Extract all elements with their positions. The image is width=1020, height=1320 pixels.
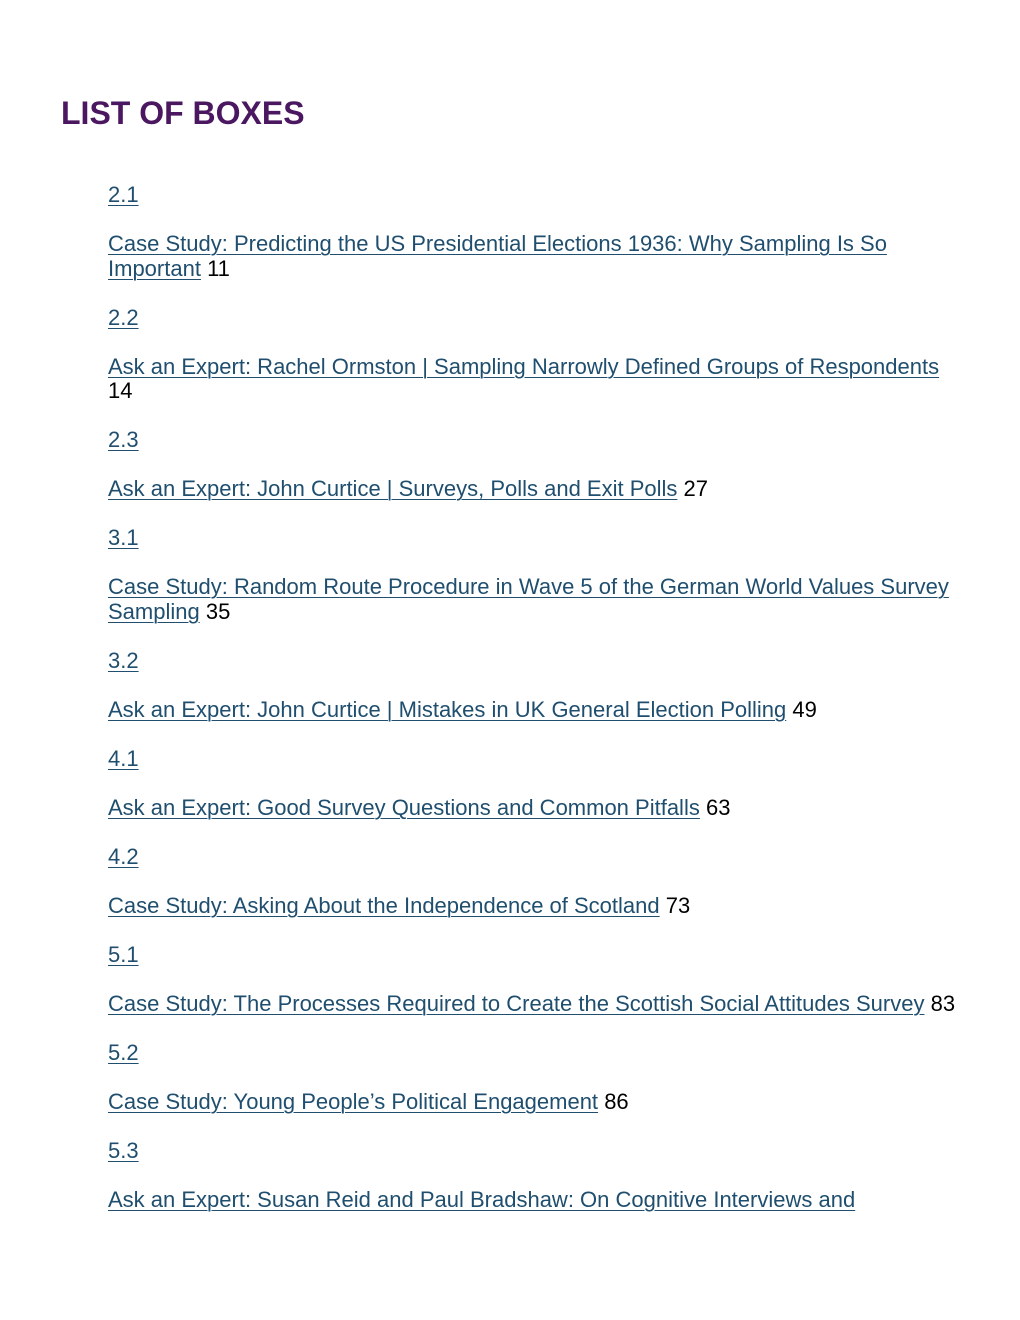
box-number-link[interactable]: 5.3 [108, 1137, 139, 1163]
box-title-link[interactable]: Case Study: The Processes Required to Create the Scottish Social Attitudes Survey [108, 990, 925, 1016]
box-number-link[interactable]: 3.1 [108, 525, 139, 550]
box-number-link[interactable]: 5.2 [108, 1039, 139, 1065]
box-page-number: 14 [108, 378, 133, 403]
list-of-boxes [108, 183, 968, 1237]
box-page-number: 63 [705, 794, 731, 820]
list-item [108, 747, 968, 821]
box-page-number: 83 [930, 990, 956, 1016]
box-title-link[interactable]: Ask an Expert: John Curtice | Surveys, Polls and Exit Polls [108, 476, 678, 501]
box-title-link[interactable]: Case Study: Predicting the US Presidential Elections 1936: Why Sampling Is So Important [108, 231, 887, 281]
box-page-number: 27 [683, 476, 709, 501]
box-page-number: 86 [604, 1088, 629, 1114]
box-title-link[interactable]: Ask an Expert: Rachel Ormston | Sampling Narrowly Defined Groups of Respondents [108, 353, 940, 379]
box-page-number: 11 [207, 255, 230, 281]
box-number-link[interactable]: 5.1 [108, 941, 139, 967]
box-number-link[interactable]: 3.2 [108, 647, 139, 673]
box-title-link[interactable]: Ask an Expert: John Curtice | Mistakes in UK General Election Polling [108, 696, 787, 722]
box-number-link[interactable]: 2.2 [108, 304, 139, 330]
box-number-link[interactable]: 2.3 [108, 427, 139, 452]
list-item [108, 306, 968, 404]
box-number-link[interactable]: 2.1 [108, 182, 139, 207]
box-title-link[interactable]: Ask an Expert: Good Survey Questions and Common Pitfalls [108, 794, 700, 820]
box-title-link[interactable]: Case Study: Random Route Procedure in Wave 5 of the German World Values Survey Sampling [108, 574, 949, 624]
box-title-link[interactable]: Case Study: Asking About the Independence of Scotland [108, 892, 660, 918]
list-item [108, 649, 968, 723]
list-item [108, 183, 968, 281]
page-title: LIST OF BOXES [61, 95, 305, 131]
list-item [108, 428, 968, 502]
list-item [108, 845, 968, 919]
box-page-number: 49 [792, 696, 817, 722]
box-number-link[interactable]: 4.1 [108, 745, 139, 771]
list-item [108, 526, 968, 624]
box-page-number: 35 [205, 598, 231, 624]
box-page-number: 73 [665, 892, 691, 918]
list-item [108, 1139, 968, 1213]
box-title-link[interactable]: Case Study: Young People’s Political Engagement [108, 1088, 599, 1114]
box-title-link[interactable]: Ask an Expert: Susan Reid and Paul Bradshaw: On Cognitive Interviews and [108, 1186, 856, 1212]
list-item [108, 1041, 968, 1115]
box-number-link[interactable]: 4.2 [108, 843, 139, 869]
list-item [108, 943, 968, 1017]
